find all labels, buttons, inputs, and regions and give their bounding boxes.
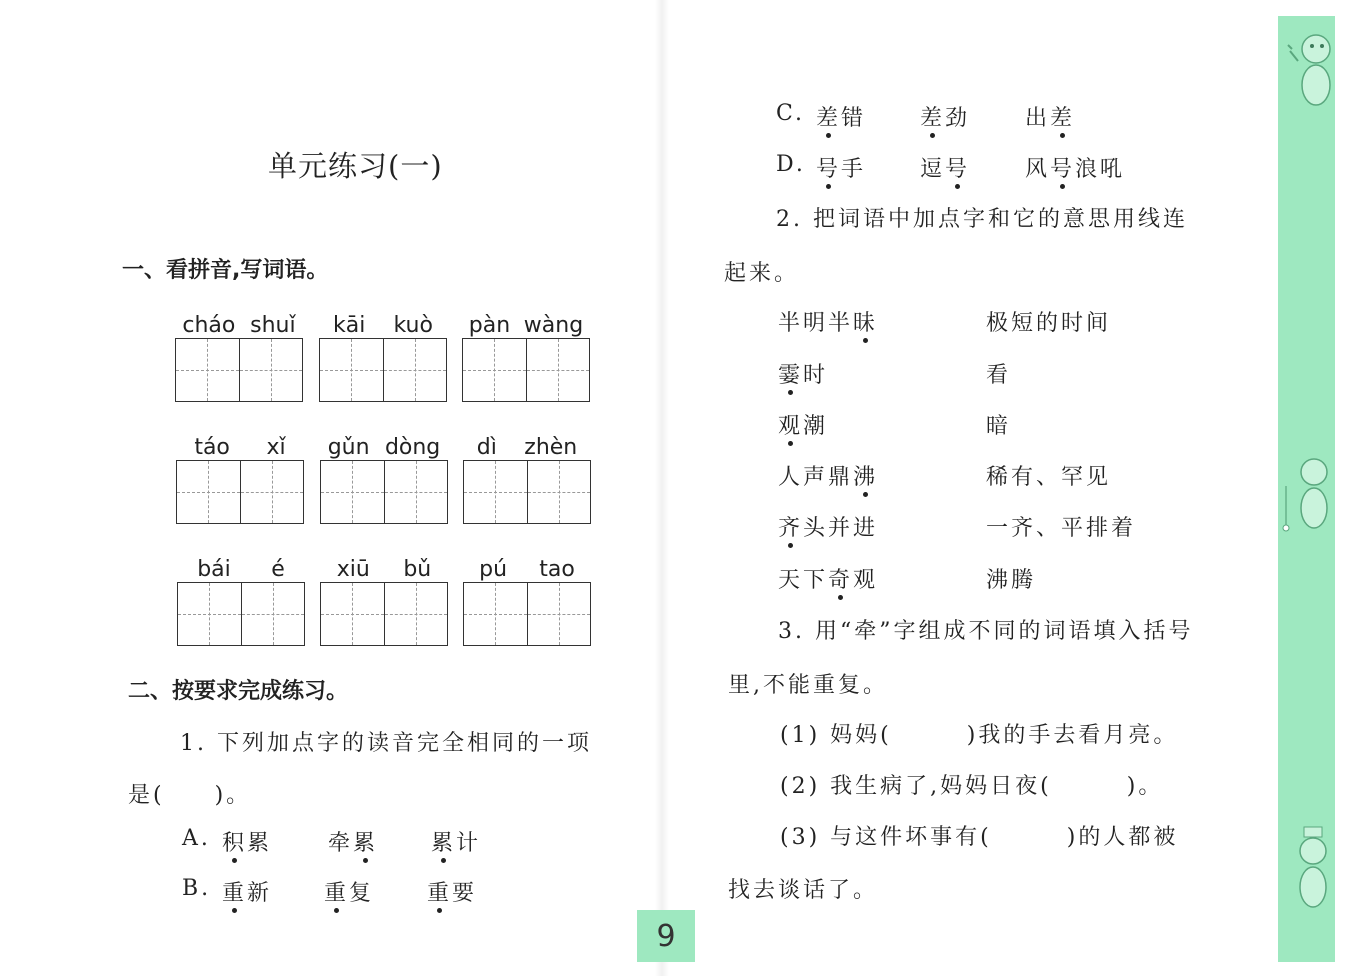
page-gutter [655, 0, 669, 976]
option-word: 重新 [222, 876, 272, 907]
dotted-char: 差 [920, 101, 945, 132]
match-meaning[interactable]: 一齐、平排着 [986, 516, 1137, 541]
pinyin-syllable: táo [194, 435, 230, 460]
pinyin-syllable: shuǐ [250, 313, 296, 338]
option-word: 出差 [1025, 101, 1075, 132]
pinyin-syllable: bái [197, 557, 231, 582]
writing-grid[interactable] [320, 582, 448, 646]
dotted-char: 差 [1050, 101, 1075, 132]
question3-sentence-2[interactable]: (2) 我生病了,妈妈日夜( )。 [780, 774, 1164, 799]
pinyin-syllable: cháo [182, 313, 236, 338]
question3-sentence-1[interactable]: (1) 妈妈( )我的手去看月亮。 [780, 723, 1179, 748]
match-meaning[interactable]: 极短的时间 [986, 311, 1112, 336]
option-label: A. [182, 826, 211, 851]
pinyin-syllable: pàn [468, 313, 511, 338]
pinyin-syllable: zhèn [524, 435, 578, 460]
option-word: 差劲 [920, 101, 970, 132]
option-word: 重要 [427, 876, 477, 907]
option-label: B. [182, 876, 212, 901]
pinyin-syllable: xiū [336, 557, 370, 582]
pinyin-syllable: dì [476, 435, 497, 460]
section2-heading: 二、按要求完成练习。 [128, 679, 349, 704]
writing-grid[interactable] [463, 460, 591, 524]
writing-grid[interactable] [177, 582, 305, 646]
mascot-yoyo-icon [1278, 446, 1335, 546]
match-term[interactable]: 霎时 [778, 358, 828, 389]
writing-grid[interactable] [463, 582, 591, 646]
question3-text-cont: 里,不能重复。 [728, 673, 888, 698]
option-word: 号手 [816, 152, 866, 183]
dotted-char: 重 [427, 876, 452, 907]
match-term[interactable]: 半明半昧 [778, 306, 878, 337]
dotted-char: 霎 [778, 358, 803, 389]
writing-grid[interactable] [176, 460, 304, 524]
match-meaning[interactable]: 看 [986, 363, 1012, 388]
dotted-char: 重 [222, 876, 247, 907]
match-term[interactable]: 观潮 [778, 409, 828, 440]
option-word: 逗号 [920, 152, 970, 183]
mascot-hat-icon [1278, 821, 1335, 921]
dotted-char: 差 [816, 101, 841, 132]
option-word: 差错 [816, 101, 866, 132]
writing-grid[interactable] [175, 338, 303, 402]
pinyin-syllable: é [271, 557, 285, 582]
pinyin-syllable: bǔ [403, 557, 432, 582]
pinyin-syllable: kāi [333, 313, 366, 338]
pinyin-syllable: pú [479, 557, 508, 582]
option-c[interactable] [776, 101, 805, 126]
option-b[interactable] [182, 876, 211, 901]
dotted-char: 重 [324, 876, 349, 907]
question2-text: 2. 把词语中加点字和它的意思用线连 [776, 207, 1188, 232]
option-word: 重复 [324, 876, 374, 907]
writing-grid[interactable] [320, 460, 448, 524]
dotted-char: 号 [816, 152, 841, 183]
pinyin-syllable: xǐ [266, 435, 286, 460]
option-label: D. [776, 152, 806, 177]
option-a[interactable] [182, 826, 211, 851]
question1-text: 1. 下列加点字的读音完全相同的一项 [180, 731, 592, 756]
option-word: 累计 [431, 826, 481, 857]
pinyin-syllable: kuò [393, 313, 433, 338]
question1-text-cont: 是( )。 [128, 783, 252, 808]
writing-grid[interactable] [319, 338, 447, 402]
question3-sentence-3-cont: 找去谈话了。 [728, 878, 879, 903]
option-label: C. [776, 101, 806, 126]
match-term[interactable]: 天下奇观 [778, 563, 878, 594]
dotted-char: 沸 [853, 460, 878, 491]
page-number: 9 [637, 910, 695, 962]
dotted-char: 号 [945, 152, 970, 183]
option-word: 牵累 [328, 826, 378, 857]
dotted-char: 积 [222, 826, 247, 857]
pinyin-syllable: wàng [523, 313, 584, 338]
question3-sentence-3[interactable]: (3) 与这件坏事有( )的人都被 [780, 825, 1179, 850]
option-d[interactable] [776, 152, 806, 177]
dotted-char: 号 [1050, 152, 1075, 183]
match-term[interactable]: 人声鼎沸 [778, 460, 878, 491]
match-meaning[interactable]: 稀有、罕见 [986, 465, 1112, 490]
dotted-char: 观 [778, 409, 803, 440]
pinyin-syllable: dòng [384, 435, 441, 460]
dotted-char: 奇 [828, 563, 853, 594]
dotted-char: 累 [353, 826, 378, 857]
pinyin-syllable: gǔn [327, 435, 370, 460]
dotted-char: 齐 [778, 511, 803, 542]
writing-grid[interactable] [462, 338, 590, 402]
match-term[interactable]: 齐头并进 [778, 511, 878, 542]
question2-text-cont: 起来。 [724, 261, 800, 286]
match-meaning[interactable]: 暗 [986, 414, 1012, 439]
pinyin-syllable: tao [539, 557, 575, 582]
question3-text: 3. 用“牵”字组成不同的词语填入括号 [778, 619, 1194, 644]
mascot-icon [1278, 21, 1335, 121]
section1-heading: 一、看拼音,写词语。 [122, 258, 329, 283]
side-strip [1278, 16, 1335, 962]
option-word: 积累 [222, 826, 272, 857]
option-word: 风号浪吼 [1025, 152, 1125, 183]
page-title: 单元练习(一) [268, 149, 443, 183]
dotted-char: 昧 [853, 306, 878, 337]
dotted-char: 累 [431, 826, 456, 857]
match-meaning[interactable]: 沸腾 [986, 568, 1037, 593]
